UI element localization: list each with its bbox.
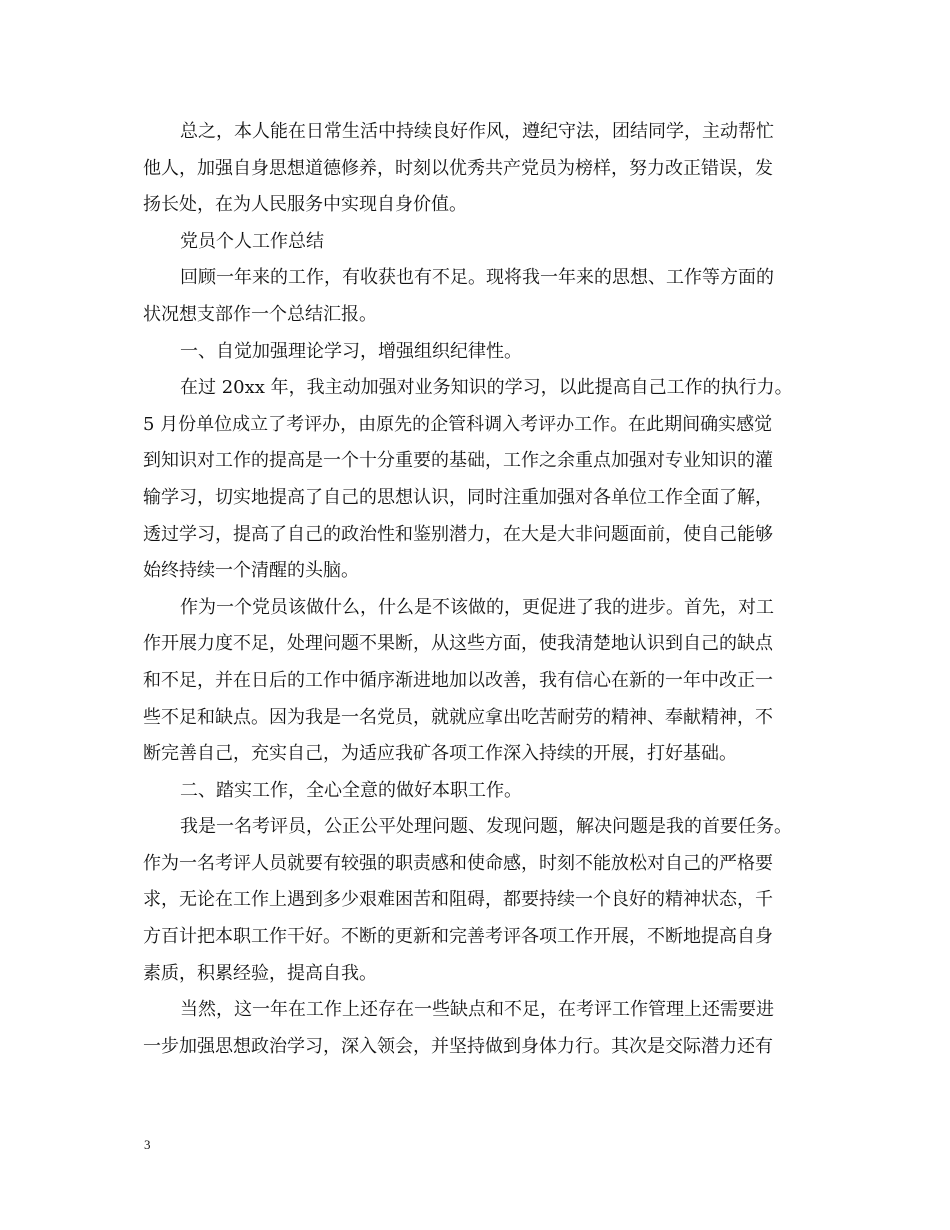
page-number: 3 (144, 1137, 151, 1152)
text-line: 扬长处，在为人民服务中实现自身价值。 (143, 194, 467, 216)
text-line: 方百计把本职工作干好。不断的更新和完善考评各项工作开展，不断地提高自身 (143, 926, 773, 948)
text-line: 一步加强思想政治学习，深入领会，并坚持做到身体力行。其次是交际潜力还有 (143, 1035, 773, 1057)
text-line: 些不足和缺点。因为我是一名党员，就就应拿出吃苦耐劳的精神、奉献精神，不 (143, 706, 773, 728)
text-line: 状况想支部作一个总结汇报。 (143, 303, 377, 325)
text-line: 断完善自己，充实自己，为适应我矿各项工作深入持续的开展，打好基础。 (143, 743, 737, 765)
text-line: 素质，积累经验，提高自我。 (143, 962, 377, 984)
text-line: 作开展力度不足，处理问题不果断，从这些方面，使我清楚地认识到自己的缺点 (143, 633, 773, 655)
text-line: 总之，本人能在日常生活中持续良好作风，遵纪守法，团结同学，主动帮忙 (180, 121, 774, 142)
text-line: 输学习，切实地提高了自己的思想认识，同时注重加强对各单位工作全面了解， (143, 486, 773, 508)
text-line: 和不足，并在日后的工作中循序渐进地加以改善，我有信心在新的一年中改正一 (143, 669, 773, 691)
text-line: 党员个人工作总结 (180, 230, 324, 252)
text-line: 作为一个党员该做什么，什么是不该做的，更促进了我的进步。首先，对工 (180, 596, 774, 618)
text-line: 始终持续一个清醒的头脑。 (143, 560, 359, 582)
text-line: 在过 20xx 年，我主动加强对业务知识的学习，以此提高自己工作的执行力。 (180, 377, 793, 399)
text-line: 回顾一年来的工作，有收获也有不足。现将我一年来的思想、工作等方面的 (180, 267, 774, 289)
text-line: 作为一名考评人员就要有较强的职责感和使命感，时刻不能放松对自己的严格要 (143, 852, 773, 874)
text-line: 当然，这一年在工作上还存在一些缺点和不足，在考评工作管理上还需要进 (180, 999, 774, 1021)
document-body (143, 114, 811, 1065)
text-line: 到知识对工作的提高是一个十分重要的基础，工作之余重点加强对专业知识的灌 (143, 450, 773, 472)
text-line: 透过学习，提高了自己的政治性和鉴别潜力，在大是大非问题面前，使自己能够 (143, 523, 773, 545)
text-line: 二、踏实工作，全心全意的做好本职工作。 (180, 779, 522, 801)
text-line: 一、自觉加强理论学习，增强组织纪律性。 (180, 340, 522, 362)
text-line: 求，无论在工作上遇到多少艰难困苦和阻碍，都要持续一个良好的精神状态，千 (143, 889, 773, 911)
text-line: 我是一名考评员，公正公平处理问题、发现问题，解决问题是我的首要任务。 (180, 816, 792, 838)
text-line: 5 月份单位成立了考评办，由原先的企管科调入考评办工作。在此期间确实感觉 (143, 413, 773, 435)
text-line: 他人，加强自身思想道德修养，时刻以优秀共产党员为榜样，努力改正错误，发 (143, 157, 773, 179)
